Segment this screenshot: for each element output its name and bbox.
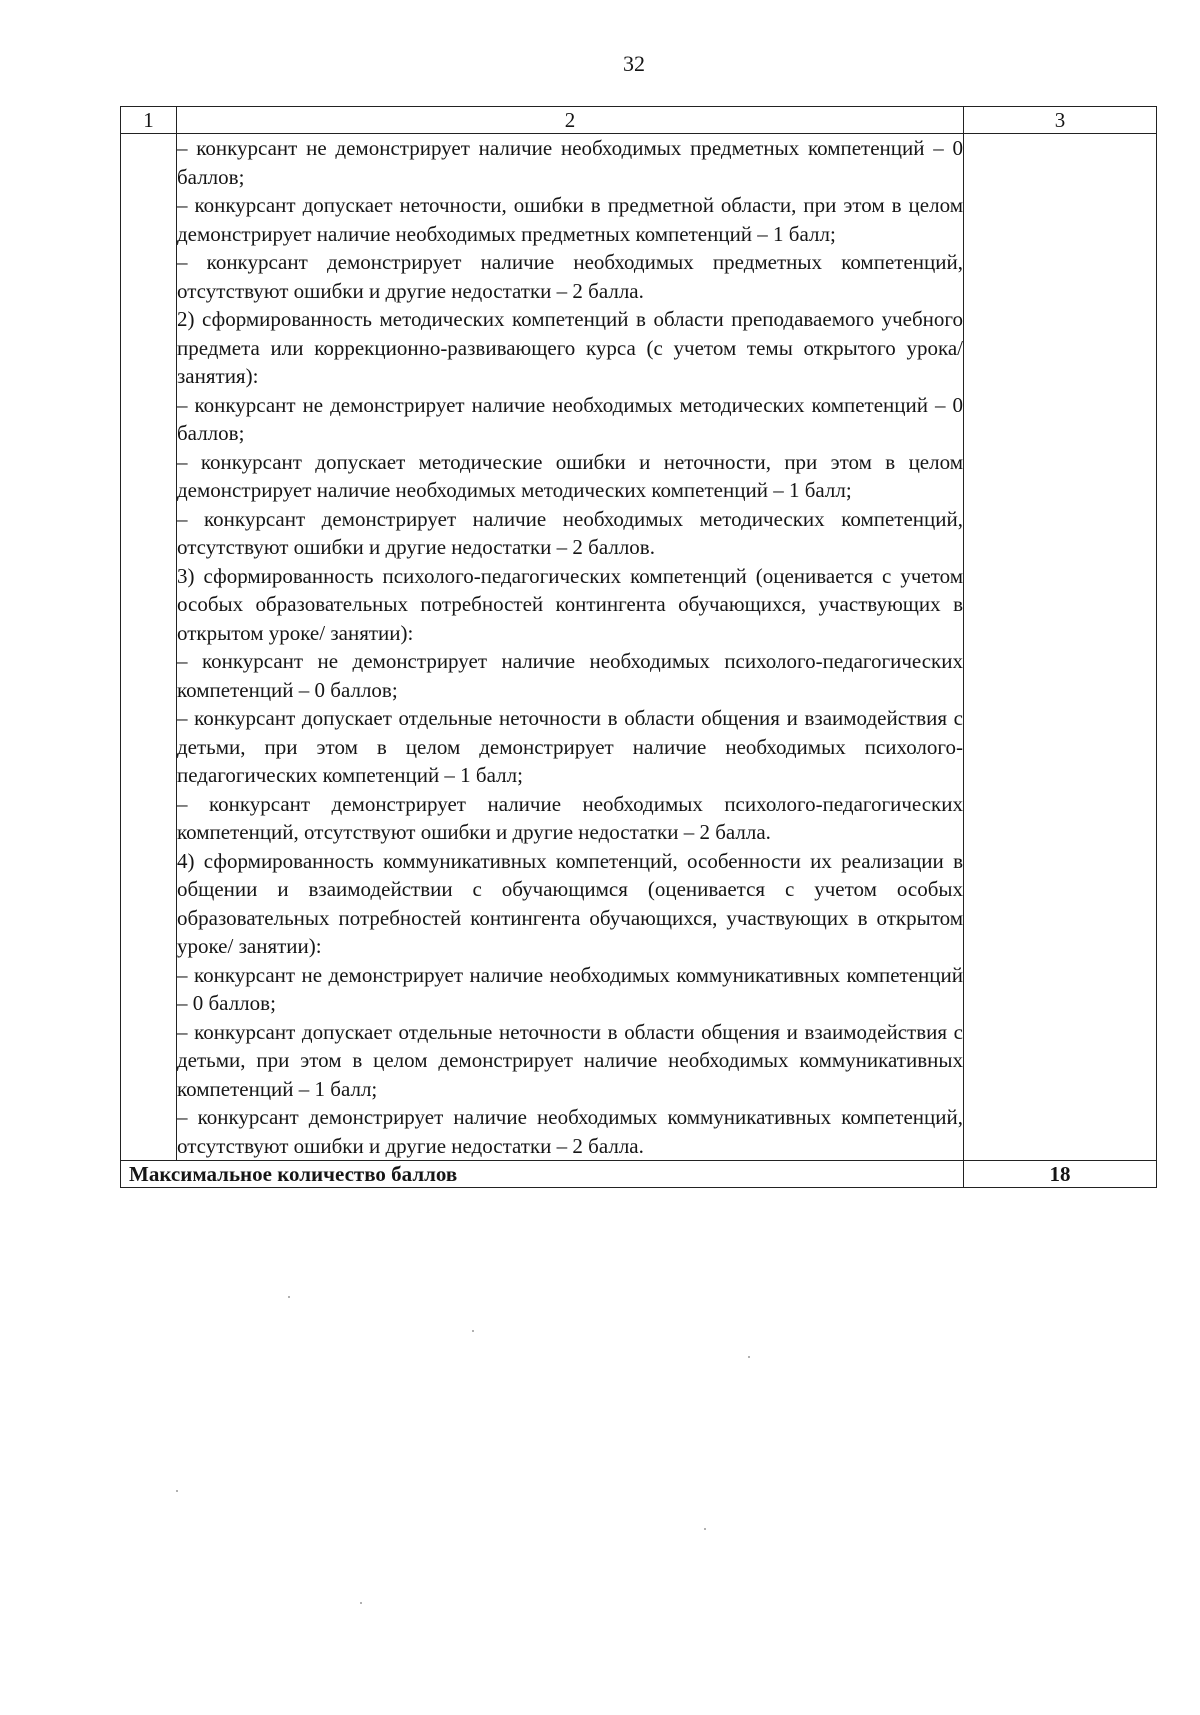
- criteria-table: [120, 106, 1157, 1188]
- column-header-2: 2: [177, 107, 964, 134]
- scan-speck: [360, 1602, 362, 1604]
- criteria-paragraph: 2) сформированность методических компетенций в области преподаваемого учебного предмета или коррекционно-развивающего курса (с учетом темы открытого урока/ занятия):: [177, 307, 963, 388]
- body-cell-col1: [121, 134, 177, 1161]
- criteria-paragraph: – конкурсант допускает методические ошибки и неточности, при этом в целом демонстрирует наличие необходимых методических компетенций – 1 балл;: [177, 449, 963, 502]
- column-header-3: 3: [964, 107, 1157, 134]
- page-number: 32: [623, 51, 645, 76]
- max-score-value: 18: [964, 1161, 1157, 1188]
- criteria-paragraph: 3) сформированность психолого-педагогических компетенций (оценивается с учетом особых образовательных потребностей контингента обучающихся, участвующих в открытом уроке/ занятии):: [177, 563, 963, 645]
- criteria-paragraph: – конкурсант демонстрирует наличие необходимых коммуникативных компетенций, отсутствуют ошибки и другие недостатки – 2 балла.: [177, 1105, 963, 1158]
- criteria-paragraph: 4) сформированность коммуникативных компетенций, особенности их реализации в общении и взаимодействии с обучающимся (оценивается с учетом особых образовательных потребностей контингента обучающихся, участвующих в открытом уроке/ занятии):: [177, 848, 963, 958]
- table-header-row: [121, 107, 1157, 134]
- criteria-paragraph: – конкурсант не демонстрирует наличие необходимых предметных компетенций – 0 баллов;: [177, 136, 963, 189]
- table-body-row: [121, 134, 1157, 1161]
- scan-speck: [748, 1356, 750, 1358]
- criteria-paragraph: – конкурсант допускает отдельные неточности в области общения и взаимодействия с детьми, при этом в целом демонстрирует наличие необходимых психолого-педагогических компетенций – 1 балл;: [177, 706, 963, 787]
- criteria-paragraph: – конкурсант допускает отдельные неточности в области общения и взаимодействия с детьми, при этом в целом демонстрирует наличие необходимых коммуникативных компетенций – 1 балл;: [177, 1019, 963, 1101]
- column-header-1: 1: [121, 107, 177, 134]
- max-score-label: Максимальное количество баллов: [121, 1161, 964, 1188]
- criteria-paragraph: – конкурсант не демонстрирует наличие необходимых коммуникативных компетенций – 0 баллов;: [177, 962, 963, 1015]
- scan-speck: [472, 1330, 474, 1332]
- body-cell-col3: [964, 134, 1157, 1161]
- criteria-paragraph: – конкурсант демонстрирует наличие необходимых предметных компетенций, отсутствуют ошибки и другие недостатки – 2 балла.: [177, 250, 963, 303]
- criteria-paragraph: – конкурсант не демонстрирует наличие необходимых психолого-педагогических компетенций – 0 баллов;: [177, 649, 963, 702]
- scan-speck: [704, 1528, 706, 1530]
- criteria-paragraph: – конкурсант допускает неточности, ошибки в предметной области, при этом в целом демонстрирует наличие необходимых предметных компетенций – 1 балл;: [177, 193, 963, 246]
- criteria-paragraph: – конкурсант демонстрирует наличие необходимых методических компетенций, отсутствуют ошибки и другие недостатки – 2 баллов.: [177, 506, 963, 559]
- criteria-text-cell: [177, 134, 964, 1161]
- criteria-paragraph: – конкурсант демонстрирует наличие необходимых психолого-педагогических компетенций, отсутствуют ошибки и другие недостатки – 2 балла.: [177, 791, 963, 844]
- criteria-paragraph: – конкурсант не демонстрирует наличие необходимых методических компетенций – 0 баллов;: [177, 392, 963, 445]
- table-footer-row: [121, 1161, 1157, 1188]
- scan-speck: [176, 1490, 178, 1492]
- scan-speck: [288, 1296, 290, 1298]
